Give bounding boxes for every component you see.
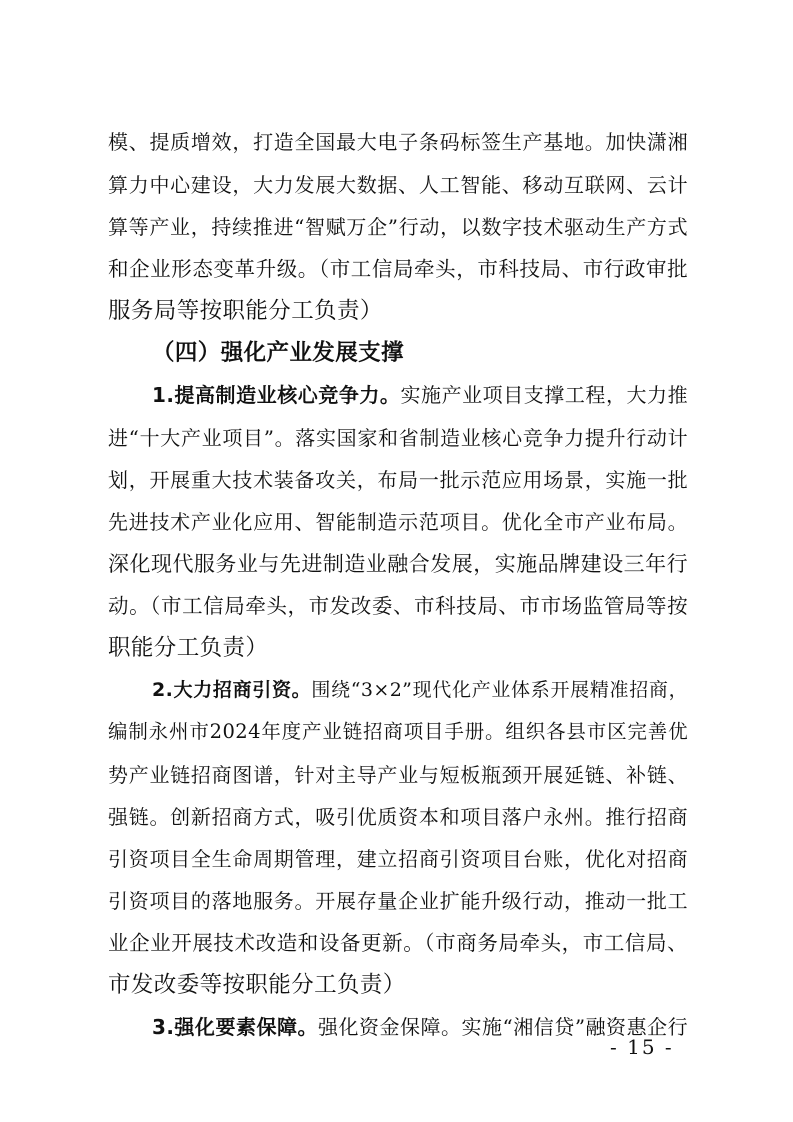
body-line: 进“十大产业项目”。落实国家和省制造业核心竞争力提升行动计 bbox=[108, 426, 688, 450]
item-heading: 2.大力招商引资。 bbox=[152, 679, 312, 701]
body-line: 深化现代服务业与先进制造业融合发展，实施品牌建设三年行 bbox=[108, 552, 688, 576]
body-line: 模、提质增效，打造全国最大电子条码标签生产基地。加快潇湘 bbox=[108, 130, 688, 154]
section-heading: （四）强化产业发展支撑 bbox=[152, 340, 404, 366]
body-line: 引资项目全生命周期管理，建立招商引资项目台账，优化对招商 bbox=[108, 847, 688, 871]
body-line: 动。（市工信局牵头，市发改委、市科技局、市市场监管局等按 bbox=[108, 594, 688, 618]
body-line: 划，开展重大技术装备攻关，布局一批示范应用场景，实施一批 bbox=[108, 468, 688, 492]
paragraph-lead-line: 2.大力招商引资。围绕“3×2”现代化产业体系开展精准招商， bbox=[152, 679, 688, 701]
body-line: 市发改委等按职能分工负责） bbox=[108, 972, 406, 998]
paragraph-lead-line: 3.强化要素保障。强化资金保障。实施“湘信贷”融资惠企行 bbox=[152, 1015, 688, 1039]
body-line: 势产业链招商图谱，针对主导产业与短板瓶颈开展延链、补链、 bbox=[108, 763, 688, 787]
item-heading: 1.提高制造业核心竞争力。 bbox=[152, 383, 401, 407]
body-line: 引资项目的落地服务。开展存量企业扩能升级行动，推动一批工 bbox=[108, 889, 688, 913]
page-number: - 15 - bbox=[610, 1035, 674, 1059]
item-heading: 3.强化要素保障。 bbox=[152, 1015, 318, 1039]
paragraph-lead-line: 1.提高制造业核心竞争力。实施产业项目支撑工程，大力推 bbox=[152, 383, 688, 407]
body-line: 职能分工负责） bbox=[108, 635, 269, 661]
body-line: 先进技术产业化应用、智能制造示范项目。优化全市产业布局。 bbox=[108, 510, 688, 534]
body-line: 业企业开展技术改造和设备更新。（市商务局牵头，市工信局、 bbox=[108, 931, 688, 955]
body-line: 和企业形态变革升级。（市工信局牵头，市科技局、市行政审批 bbox=[108, 257, 688, 281]
body-line: 算力中心建设，大力发展大数据、人工智能、移动互联网、云计 bbox=[108, 173, 688, 197]
body-line: 算等产业，持续推进“智赋万企”行动，以数字技术驱动生产方式 bbox=[108, 215, 688, 239]
body-line: 编制永州市2024年度产业链招商项目手册。组织各县市区完善优 bbox=[108, 720, 688, 743]
body-line: 服务局等按职能分工负责） bbox=[108, 298, 383, 324]
body-line: 强链。创新招商方式，吸引优质资本和项目落户永州。推行招商 bbox=[108, 805, 688, 829]
